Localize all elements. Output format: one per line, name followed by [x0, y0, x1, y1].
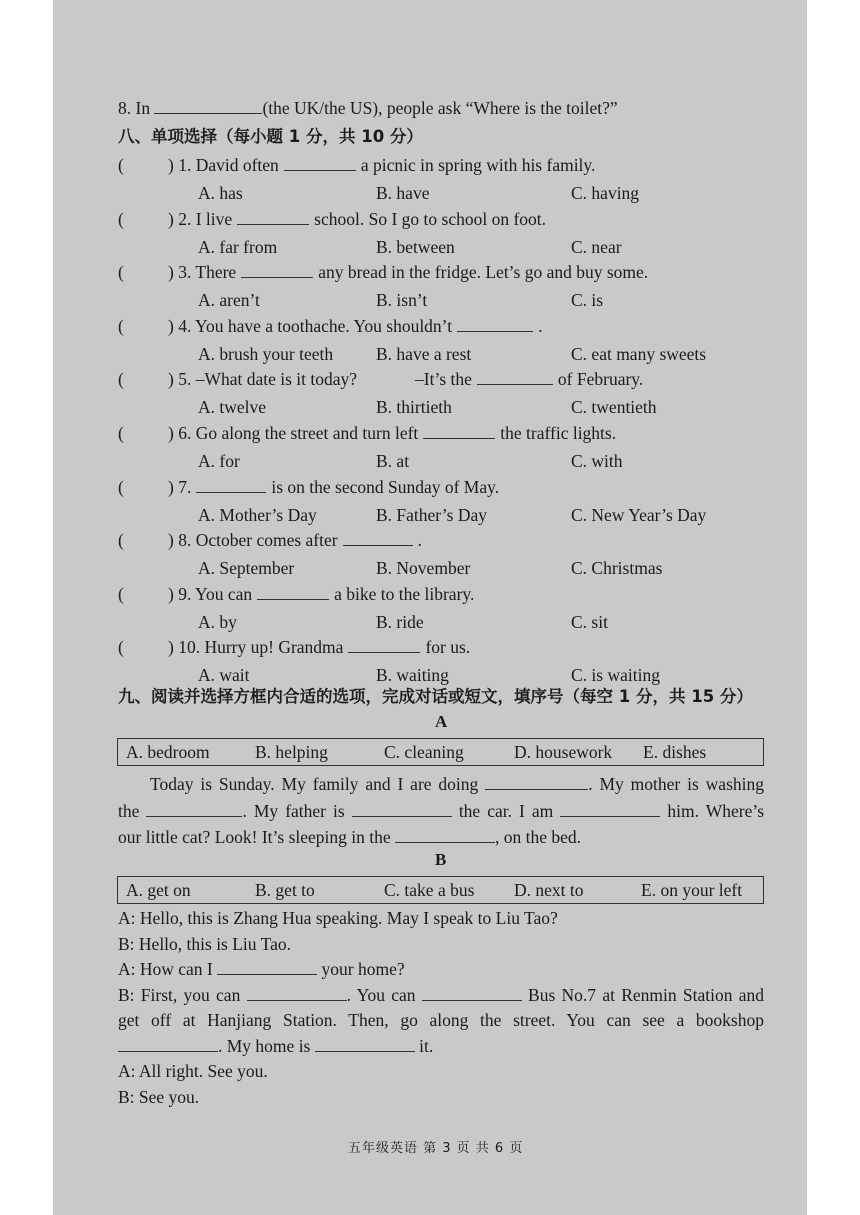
question-text: ) 10. Hurry up! Grandma: [168, 637, 344, 658]
answer-blank[interactable]: [196, 477, 266, 493]
question-text: a bike to the library.: [334, 583, 475, 604]
dialogue-line: B: See you.: [118, 1086, 200, 1107]
dialogue-text: your home?: [321, 959, 405, 979]
answer-blank[interactable]: [485, 774, 588, 790]
question-text: –It’s the: [415, 369, 472, 390]
part-a-label: A: [435, 712, 448, 731]
page-footer: 五年级英语 第 3 页 共 6 页: [348, 1141, 524, 1156]
answer-bracket[interactable]: (: [118, 476, 124, 497]
part-a-passage: [118, 771, 764, 851]
question-stem: [168, 637, 470, 658]
option-b: B. between: [376, 236, 455, 257]
option-c: C. having: [571, 183, 640, 203]
answer-bracket[interactable]: (: [118, 155, 124, 175]
answer-bracket[interactable]: (: [118, 530, 124, 551]
question-text: ) 1. David often: [168, 155, 279, 175]
answer-blank[interactable]: [457, 316, 533, 332]
passage-text: . My father is: [242, 800, 345, 821]
option-b: B. isn’t: [376, 290, 428, 311]
dialogue-line: A: Hello, this is Zhang Hua speaking. May I speak to Liu Tao?: [118, 908, 558, 928]
question-text: a picnic in spring with his family.: [360, 155, 596, 175]
passage-text: . My mother is washing: [588, 774, 764, 794]
answer-blank[interactable]: [118, 1036, 218, 1052]
question-stem: [168, 155, 595, 176]
question-text: the traffic lights.: [500, 423, 617, 443]
answer-blank[interactable]: [257, 584, 329, 600]
option-a: A. Mother’s Day: [198, 504, 317, 525]
answer-bracket[interactable]: (: [118, 369, 124, 390]
option-c: C. Christmas: [571, 558, 663, 579]
part-b-option-box: [117, 876, 764, 904]
option-a: A. has: [198, 183, 243, 203]
option-item: D. housework: [514, 742, 613, 762]
question-text: school. So I go to school on foot.: [314, 208, 547, 229]
dialogue-line: B: Hello, this is Liu Tao.: [118, 933, 291, 954]
answer-blank[interactable]: [315, 1036, 415, 1052]
option-item: C. cleaning: [384, 742, 464, 762]
question-text: ) 6. Go along the street and turn left: [168, 423, 419, 443]
question-stem: [168, 423, 616, 444]
passage-text: Today is Sunday. My family and I are doing: [150, 774, 479, 794]
answer-bracket[interactable]: (: [118, 583, 124, 604]
option-item: B. get to: [255, 880, 315, 900]
dialogue-text: it.: [419, 1035, 434, 1056]
option-b: B. have: [376, 183, 430, 203]
passage-text: our little cat? Look! It’s sleeping in the: [118, 827, 391, 847]
answer-blank[interactable]: [560, 801, 660, 817]
option-item: C. take a bus: [384, 880, 475, 900]
question-stem: [168, 584, 474, 605]
question-text: ) 8. October comes after: [168, 530, 338, 551]
question-text: ) 9. You can: [168, 583, 253, 604]
q8-suffix: (the UK/the US), people ask “Where is the toilet?”: [262, 98, 618, 118]
question-text: ) 7.: [168, 476, 192, 497]
option-b: B. at: [376, 451, 410, 471]
option-a: A. aren’t: [198, 290, 260, 311]
option-b: B. thirtieth: [376, 397, 452, 418]
question-stem: [168, 262, 648, 283]
answer-blank[interactable]: [247, 985, 347, 1001]
option-b: B. waiting: [376, 665, 449, 686]
question-stem: [168, 209, 546, 230]
dialogue-text: . My home is: [218, 1035, 311, 1056]
q8-prefix: 8. In: [118, 98, 151, 118]
dialogue-text: Bus No.7 at Renmin Station and: [528, 984, 764, 1005]
passage-text: , on the bed.: [495, 827, 582, 847]
answer-blank[interactable]: [343, 530, 413, 546]
option-item: A. get on: [126, 880, 191, 900]
part-b-dialogue: [118, 906, 764, 1110]
answer-blank[interactable]: [154, 98, 262, 114]
question-text: .: [417, 530, 422, 551]
passage-text: the: [118, 800, 140, 821]
dialogue-text: . You can: [346, 984, 416, 1005]
option-a: A. twelve: [198, 397, 267, 418]
option-item: E. on your left: [641, 880, 743, 900]
option-c: C. is waiting: [571, 665, 660, 686]
question-stem: [168, 477, 499, 498]
option-c: C. is: [571, 290, 604, 311]
option-item: E. dishes: [643, 742, 707, 762]
answer-blank[interactable]: [146, 801, 242, 817]
question-text: ) 4. You have a toothache. You shouldn’t: [168, 315, 453, 336]
answer-blank[interactable]: [217, 959, 317, 975]
section-8-title: 八、单项选择（每小题 1 分，共 10 分）: [118, 127, 423, 146]
passage-text: him. Where’s: [667, 800, 765, 821]
answer-blank[interactable]: [395, 827, 495, 843]
dialogue-text: A: How can I: [118, 959, 213, 979]
option-a: A. brush your teeth: [198, 343, 334, 364]
question-text: ) 5. –What date is it today?: [168, 369, 358, 390]
option-a: A. by: [198, 611, 237, 632]
section-9-title: 九、阅读并选择方框内合适的选项，完成对话或短文，填序号（每空 1 分，共 15 分）: [118, 687, 753, 706]
answer-blank[interactable]: [477, 369, 553, 385]
option-c: C. twentieth: [571, 397, 657, 418]
answer-blank[interactable]: [284, 155, 356, 171]
option-item: D. next to: [514, 880, 584, 900]
option-b: B. ride: [376, 611, 424, 632]
option-a: A. for: [198, 451, 240, 471]
passage-text: the car. I am: [458, 800, 554, 821]
option-c: C. New Year’s Day: [571, 504, 707, 525]
dialogue-line: get off at Hanjiang Station. Then, go along the street. You can see a bookshop: [118, 1010, 764, 1030]
answer-blank[interactable]: [241, 262, 313, 278]
option-b: B. November: [376, 558, 471, 579]
question-text: ) 3. There: [168, 262, 237, 283]
option-item: B. helping: [255, 742, 328, 762]
answer-bracket[interactable]: (: [118, 315, 124, 336]
fill-question-8: [118, 97, 618, 119]
answer-bracket[interactable]: (: [118, 208, 124, 229]
option-a: A. far from: [198, 236, 278, 257]
question-text: for us.: [425, 637, 471, 658]
question-text: .: [538, 315, 543, 336]
dialogue-text: B: First, you can: [118, 984, 241, 1005]
option-c: C. eat many sweets: [571, 343, 707, 364]
question-text: is on the second Sunday of May.: [271, 476, 500, 497]
question-stem: [168, 369, 643, 390]
question-stem: [168, 316, 542, 337]
answer-blank[interactable]: [352, 801, 452, 817]
option-c: C. near: [571, 236, 622, 257]
answer-bracket[interactable]: (: [118, 262, 124, 283]
answer-blank[interactable]: [423, 423, 495, 439]
option-c: C. with: [571, 451, 623, 471]
option-c: C. sit: [571, 611, 608, 632]
option-item: A. bedroom: [126, 742, 210, 762]
part-b-label: B: [435, 850, 447, 869]
question-stem: [168, 530, 422, 551]
option-b: B. Father’s Day: [376, 504, 487, 525]
answer-blank[interactable]: [237, 209, 309, 225]
answer-bracket[interactable]: (: [118, 637, 124, 658]
option-a: A. wait: [198, 665, 250, 686]
answer-blank[interactable]: [348, 637, 420, 653]
option-b: B. have a rest: [376, 343, 472, 364]
question-text: any bread in the fridge. Let’s go and buy some.: [318, 262, 649, 283]
question-text: ) 2. I live: [168, 208, 233, 229]
dialogue-line: A: All right. See you.: [118, 1061, 268, 1081]
question-text: of February.: [557, 369, 644, 390]
option-a: A. September: [198, 558, 295, 579]
answer-blank[interactable]: [422, 985, 522, 1001]
part-a-option-box: [117, 738, 764, 766]
answer-bracket[interactable]: (: [118, 423, 124, 443]
